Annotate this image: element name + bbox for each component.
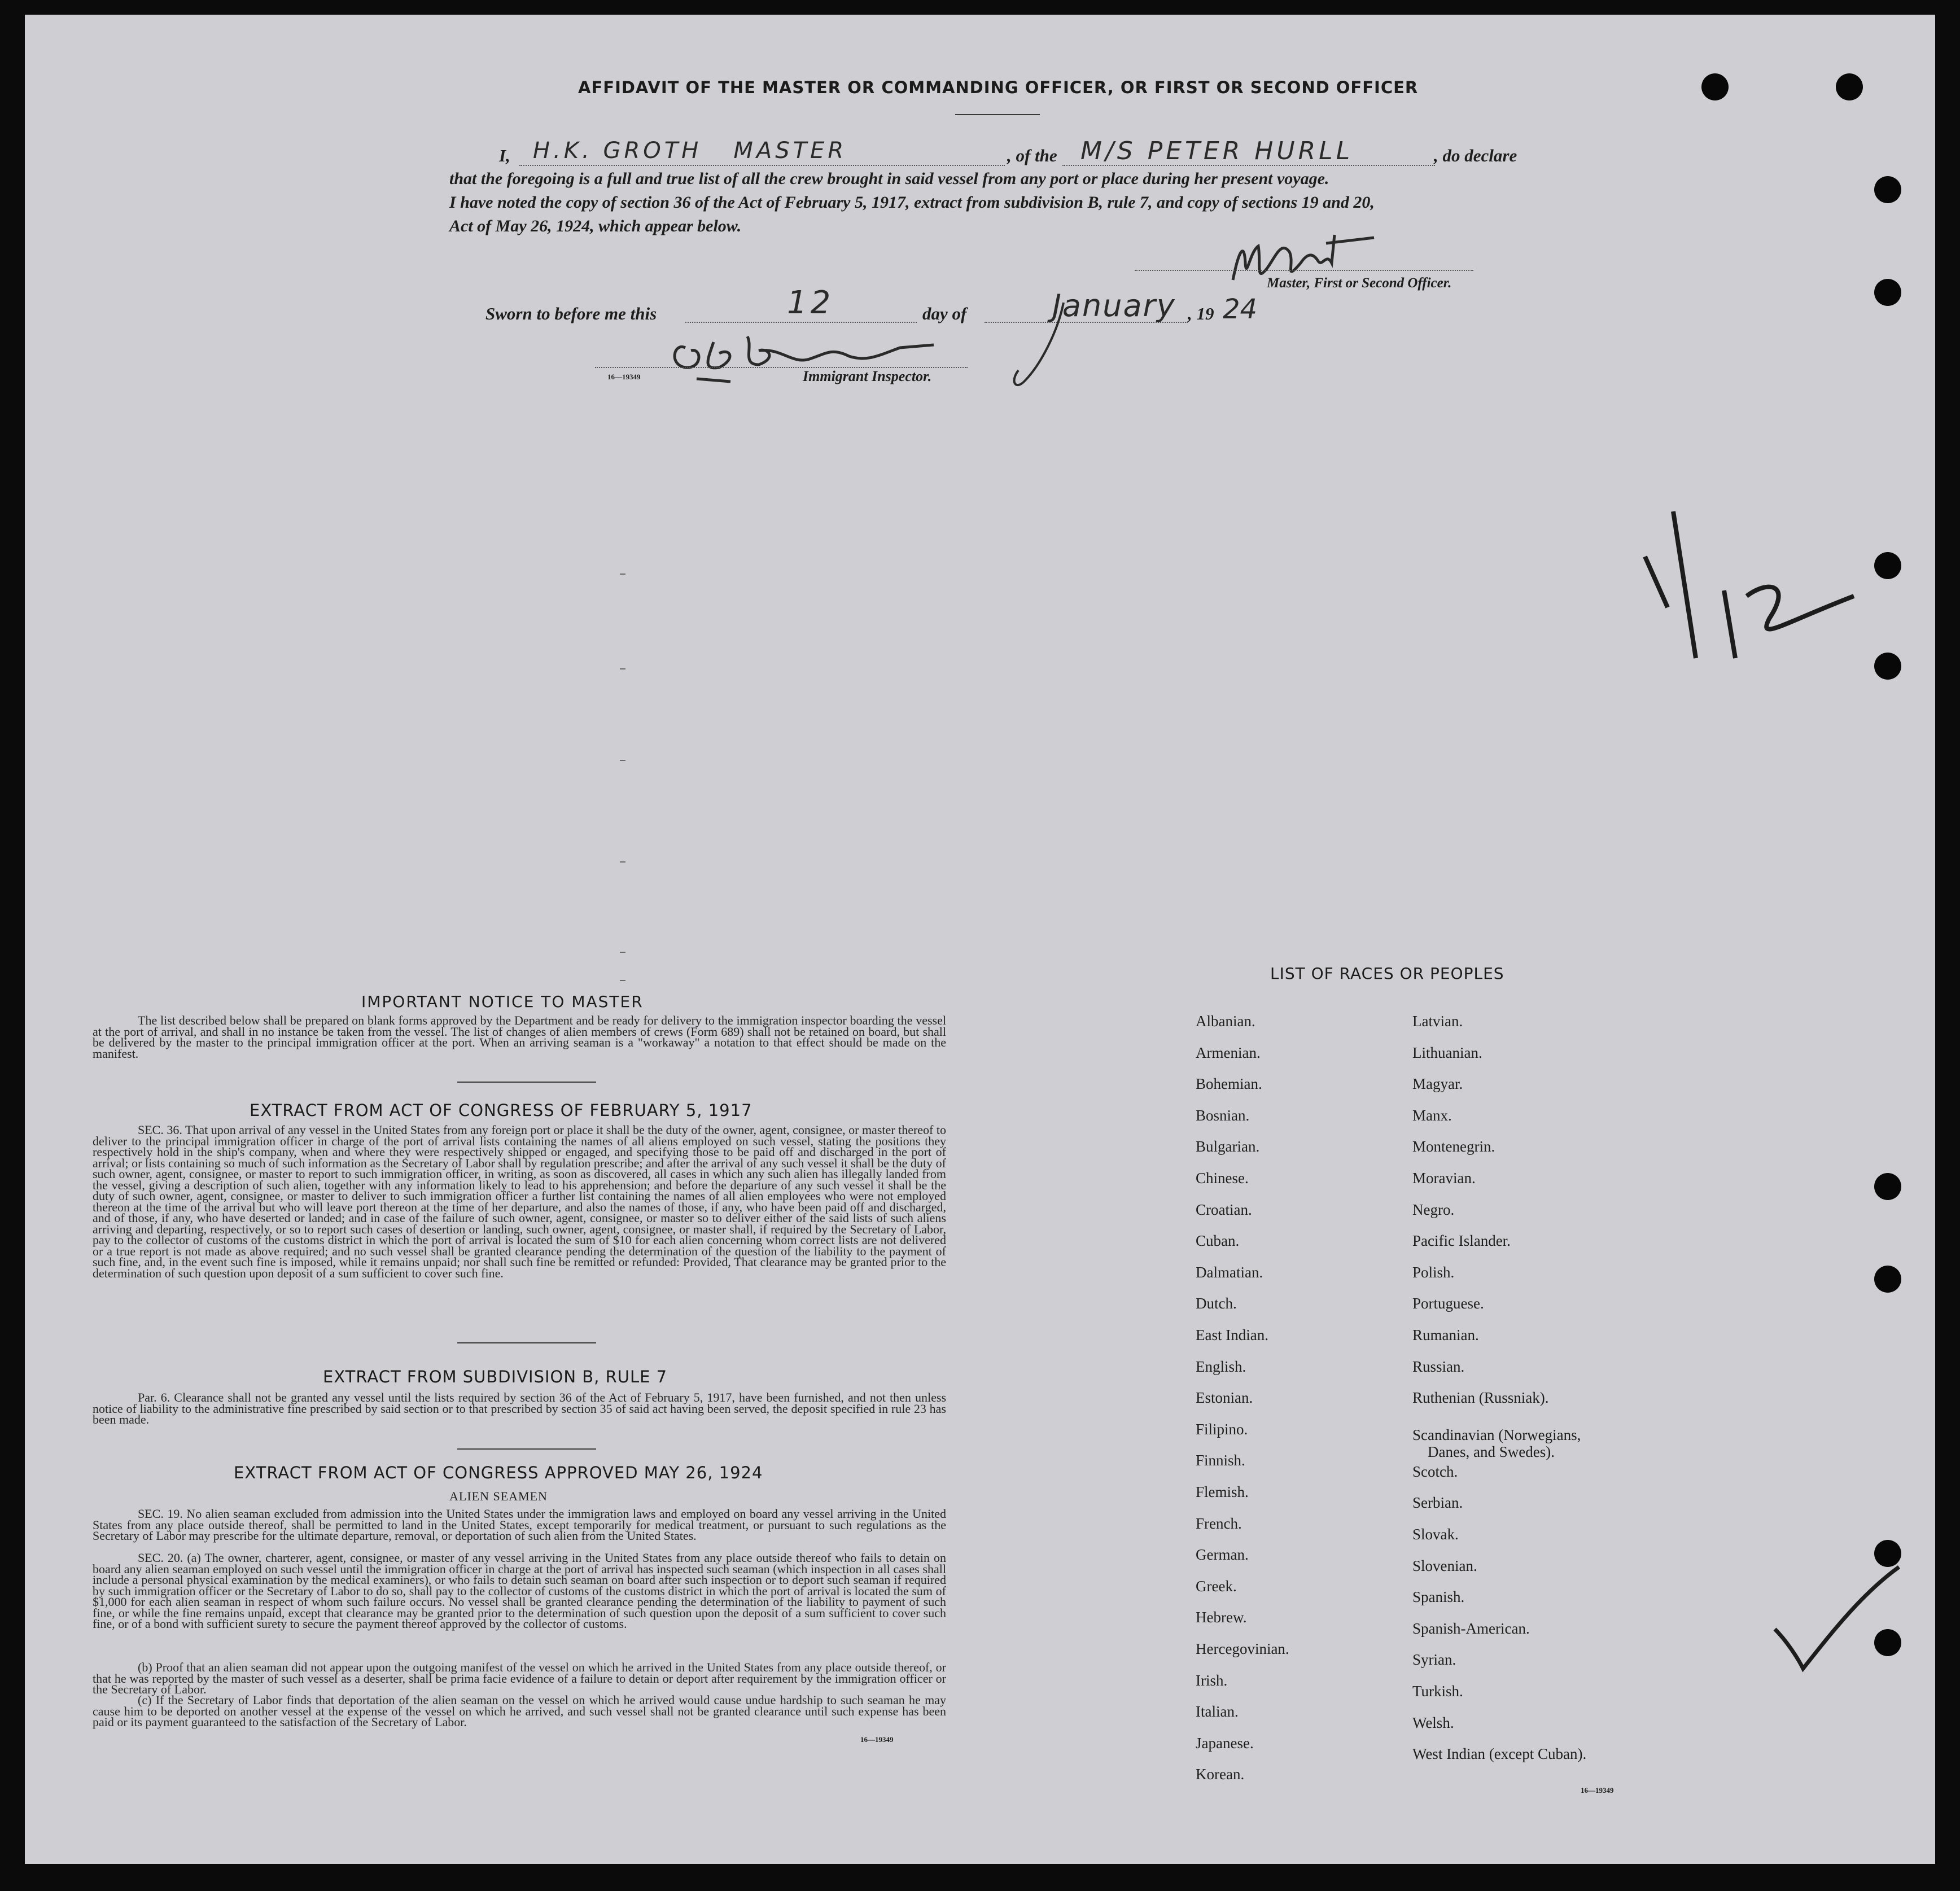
master-name-line <box>519 165 1005 166</box>
fold-dash <box>620 980 625 981</box>
race-item: Korean. <box>1196 1766 1245 1783</box>
race-item: Dutch. <box>1196 1295 1237 1312</box>
race-item: Spanish. <box>1412 1588 1465 1606</box>
race-item: Latvian. <box>1412 1013 1463 1030</box>
extract-1917-title: EXTRACT FROM ACT OF CONGRESS OF FEBRUARY 5, 1917 <box>250 1101 753 1120</box>
extract-1924-title: EXTRACT FROM ACT OF CONGRESS APPROVED MAY 26, 1924 <box>234 1463 763 1482</box>
affidavit-line-4: Act of May 26, 1924, which appear below. <box>449 217 742 235</box>
race-item: Portuguese. <box>1412 1295 1484 1312</box>
punch-hole <box>1874 176 1901 203</box>
month-flourish <box>1007 297 1075 395</box>
punch-hole <box>1874 279 1901 306</box>
extract-1917-body: SEC. 36. That upon arrival of any vessel in the United States from any foreign port or place it shall be the duty of the owner, agent, consignee, or master thereof to deliver to the principal immigration officer in charge of the port of arrival lists containing the names of all aliens employed on such vessel, stating the positions they respectively hold in the ship's company, when and where they were respectively shipped or engaged, and specifying those to be paid off and discharged in the port of arrival; or lists containing so much of such information as the Secretary of Labor shall by regulation prescribe; and after the arrival of any such vessel it shall be the duty of such owner, agent, consignee, or master to report to such immigration officer, in writing, as soon as discovered, all cases in which any such alien has illegally landed from the vessel, giving a description of such alien, together with any information likely to lead to his apprehension; and before the departure of any such vessel it shall be the duty of such owner, agent, consignee, or master to deliver to such immigration officer a further list containing the names of all alien employees who were not employed thereon at the time of the arrival but who will leave port thereon at the time of her departure, and also the names of those, if any, who have been paid off and discharged, and of those, if any, who have deserted or landed; and in case of the failure of such owner, agent, consignee, or master so to deliver either of the said lists of such aliens arriving and departing, respectively, or so to report such cases of desertion or landing, such owner, agent, consignee, or master shall, if required by the Secretary of Labor, pay to the collector of customs of the customs district in which the port of arrival is located the sum of $10 for each alien concerning whom correct lists are not delivered or a true report is not made as above required; and no such vessel shall be granted clearance pending the determination of the question of the liability to the payment of such fine, and, in the event such fine is imposed, while it remains unpaid; nor shall such fine be remitted or refunded: Provided, That clearance may be granted prior to the determination of such question upon deposit of a sum sufficient to cover such fine. <box>93 1123 946 1280</box>
race-item: Estonian. <box>1196 1389 1253 1407</box>
races-form-number: 16—19349 <box>1581 1786 1614 1794</box>
race-item: Scotch. <box>1412 1463 1458 1480</box>
extract-1924-sec19: SEC. 19. No alien seaman excluded from admission into the United States under the immigration laws and employed on board any vessel arriving in the United States from any place outside thereof, shall be permitted to land in the United States, except temporarily for medical treatment, or pursuant to such regulations as the Secretary of Labor may prescribe for the ultimate departure, removal, or deportation of such alien from the United States. <box>93 1507 946 1543</box>
fold-dash <box>620 760 625 761</box>
race-item: Slovenian. <box>1412 1557 1477 1574</box>
race-item: Albanian. <box>1196 1013 1255 1030</box>
race-item: East Indian. <box>1196 1327 1268 1343</box>
sworn-month-handwritten: January <box>1052 288 1176 323</box>
sworn-label: Sworn to before me this <box>485 304 657 323</box>
race-item: Hebrew. <box>1196 1609 1247 1626</box>
punch-hole <box>1874 1266 1901 1293</box>
sworn-day-handwritten: 12 <box>787 284 834 321</box>
signature-line <box>1135 270 1473 271</box>
day-of-label: day of <box>922 304 967 323</box>
affidavit-form-number: 16—19349 <box>607 373 641 381</box>
punch-hole <box>1701 73 1729 100</box>
race-item: Armenian. <box>1196 1044 1261 1061</box>
punch-hole <box>1836 73 1863 100</box>
race-item: German. <box>1196 1546 1249 1564</box>
race-item: Lithuanian. <box>1412 1044 1482 1061</box>
fold-dash <box>620 861 625 863</box>
notice-body: The list described below shall be prepared on blank forms approved by the Department and be ready for delivery to the immigration inspector boarding the vessel at the port of arrival, and shall in no instance be taken from the vessel. The list of changes of alien members of crews (Form 689) shall not be retained on board, but shall be delivered by the master to the principal immigration officer at the port. When an arriving seaman is a "workaway" a notation to that effect should be made on the manifest. <box>93 1013 946 1061</box>
signature-caption: Master, First or Second Officer. <box>1267 275 1452 291</box>
race-item: Rumanian. <box>1412 1327 1479 1343</box>
race-item: Negro. <box>1412 1201 1455 1218</box>
race-item: Spanish-American. <box>1412 1619 1530 1637</box>
vessel-name-handwritten: M/S PETER HURLL <box>1080 137 1354 165</box>
race-item: Welsh. <box>1412 1714 1454 1731</box>
race-item: Syrian. <box>1412 1651 1456 1669</box>
extract-1924-sec20c: (c) If the Secretary of Labor finds that deportation of the alien seaman on the vessel on which he arrived would cause undue hardship to such seaman he may cause him to be deported on another vessel at the expense of the vessel on which he arrived, and such vessel shall not be granted clearance until such expense has been paid or its payment guaranteed to the satisfaction of the Secretary of Labor. <box>93 1693 946 1729</box>
race-item: Greek. <box>1196 1577 1237 1595</box>
affidavit-line-3: I have noted the copy of section 36 of the Act of February 5, 1917, extract from subdivision B, rule 7, and copy of sections 19 and 20, <box>449 193 1375 212</box>
race-item: Manx. <box>1412 1106 1452 1124</box>
year-printed: , 19 <box>1188 304 1214 323</box>
race-item: Japanese. <box>1196 1734 1254 1752</box>
race-item: Turkish. <box>1412 1683 1463 1700</box>
race-item: Italian. <box>1196 1703 1239 1721</box>
race-item: Filipino. <box>1196 1420 1248 1438</box>
affidavit-line-2: that the foregoing is a full and true list of all the crew brought in said vessel from any port or place during her present voyage. <box>449 169 1329 188</box>
year-handwritten: 24 <box>1223 294 1258 325</box>
race-item: Croatian. <box>1196 1201 1252 1218</box>
fold-dash <box>620 668 625 669</box>
fold-dash <box>620 952 625 953</box>
extract-1924-sec20b: (b) Proof that an alien seaman did not appear upon the outgoing manifest of the vessel on which he arrived in the United States from any place outside thereof, or that he was reported by the master of such vessel as a deserter, shall be prima facie evidence of a failure to detain or deport after requirement by the immigration officer or the Secretary of Labor. <box>93 1660 946 1696</box>
affidavit-title: AFFIDAVIT OF THE MASTER OR COMMANDING OFFICER, OR FIRST OR SECOND OFFICER <box>578 78 1419 97</box>
punch-hole <box>1874 653 1901 680</box>
race-item: English. <box>1196 1358 1246 1375</box>
race-item: Russian. <box>1412 1358 1465 1375</box>
extract-1924-form-number: 16—19349 <box>860 1735 894 1744</box>
race-item: Bulgarian. <box>1196 1138 1260 1155</box>
rule7-title: EXTRACT FROM SUBDIVISION B, RULE 7 <box>323 1367 668 1386</box>
race-item: Cuban. <box>1196 1232 1240 1250</box>
race-item: Chinese. <box>1196 1170 1249 1187</box>
extract-1924-sec20a: SEC. 20. (a) The owner, charterer, agent, consignee, or master of any vessel arriving in the United States from any place outside thereof who fails to detain on board any alien seaman employed on such vessel until the immigration officer in charge at the port of arrival has inspected such seaman (which inspection in all cases shall include a personal physical examination by the medical examiners), or who fails to detain such seaman on board after such inspection or to deport such seaman if required by such immigration officer or the Secretary of Labor to do so, shall pay to the collector of customs of the customs district in which the port of arrival is located the sum of $1,000 for each alien seaman in respect of whom such failure occurs. No vessel shall be granted clearance pending the determination of the liability to payment of such fine, or while the fine remains unpaid, except that clearance may be granted prior to the determination of such question upon the deposit of a sum sufficient to cover such fine, or of a bond with sufficient surety to secure the payment thereof approved by the collector of customs. <box>93 1551 946 1631</box>
notice-rule <box>457 1082 596 1083</box>
master-name-handwritten: H.K. GROTH MASTER <box>533 138 847 164</box>
race-item: Ruthenian (Russniak). <box>1412 1389 1549 1407</box>
punch-hole <box>1874 1173 1901 1200</box>
punch-hole <box>1874 1629 1901 1656</box>
notice-title: IMPORTANT NOTICE TO MASTER <box>361 992 644 1011</box>
punch-hole <box>1874 552 1901 579</box>
margin-date-note <box>1634 489 1882 677</box>
fold-dash <box>620 574 625 575</box>
document-sheet <box>25 15 1935 1864</box>
race-item: Hercegovinian. <box>1196 1640 1289 1657</box>
rule7-body: Par. 6. Clearance shall not be granted any vessel until the lists required by section 36 of the Act of February 5, 1917, have been furnished, and not then unless notice of liability to the administrative fine prescribed by said section or to that prescribed by section 35 of said act having been served, the deposit specified in rule 23 has been made. <box>93 1390 946 1426</box>
race-item: French. <box>1196 1514 1242 1532</box>
do-declare-label: , do declare <box>1434 146 1517 165</box>
race-item: Serbian. <box>1412 1494 1463 1512</box>
race-item: Polish. <box>1412 1263 1455 1281</box>
race-item: Montenegrin. <box>1412 1138 1495 1155</box>
race-item: Irish. <box>1196 1671 1228 1689</box>
race-item: Bosnian. <box>1196 1106 1250 1124</box>
race-item: Finnish. <box>1196 1452 1245 1469</box>
affidavit-prefix: I, <box>499 146 510 165</box>
race-item: Flemish. <box>1196 1483 1249 1500</box>
race-item: Slovak. <box>1412 1526 1459 1543</box>
of-the-label: , of the <box>1007 146 1057 165</box>
race-item: Dalmatian. <box>1196 1263 1263 1281</box>
race-item: Scandinavian (Norwegians, Danes, and Swedes). <box>1412 1426 1581 1460</box>
margin-check-note <box>1764 1556 1910 1693</box>
race-item: Bohemian. <box>1196 1075 1262 1093</box>
races-title: LIST OF RACES OR PEOPLES <box>1270 964 1504 983</box>
race-item: Pacific Islander. <box>1412 1232 1511 1250</box>
rule7-rule <box>457 1448 596 1450</box>
title-rule <box>955 114 1040 115</box>
extract-1924-subtitle: ALIEN SEAMEN <box>449 1489 548 1503</box>
race-item: Moravian. <box>1412 1170 1476 1187</box>
sworn-day-line <box>685 322 917 323</box>
race-item: West Indian (except Cuban). <box>1412 1745 1587 1763</box>
punch-hole <box>1874 1540 1901 1567</box>
race-item: Magyar. <box>1412 1075 1463 1093</box>
extract-1917-rule <box>457 1342 596 1343</box>
inspector-caption: Immigrant Inspector. <box>803 368 932 384</box>
